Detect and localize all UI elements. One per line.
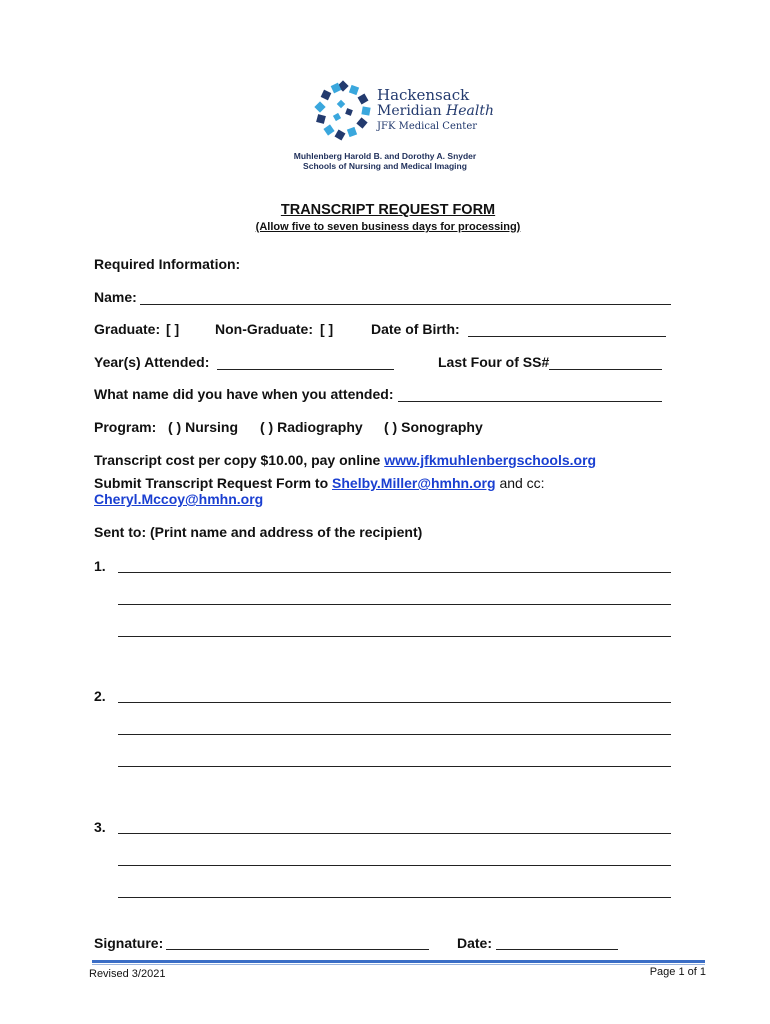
signature-field[interactable]: [166, 949, 429, 950]
signature-label: Signature:: [94, 935, 164, 951]
brand-name-line1: Hackensack: [377, 86, 470, 104]
attended-name-field[interactable]: [398, 401, 662, 402]
submit-line: [94, 475, 545, 491]
dob-label: Date of Birth:: [371, 321, 460, 337]
page-number: Page 1 of 1: [649, 966, 706, 978]
cc-text: and cc:: [499, 475, 545, 491]
ss-field[interactable]: [549, 369, 662, 370]
recipient-1-line-3[interactable]: [118, 636, 671, 637]
recipient-number: 3.: [94, 819, 106, 835]
attended-name-label: What name did you have when you attended:: [94, 386, 394, 402]
graduate-checkbox[interactable]: [ ]: [166, 321, 180, 337]
recipient-number: 2.: [94, 688, 106, 704]
footer-rule-thin: [92, 964, 705, 965]
recipient-1-line-2[interactable]: [118, 604, 671, 605]
recipient-1-line-1[interactable]: [118, 572, 671, 573]
name-label: Name:: [94, 289, 137, 305]
program-label: Program:: [94, 419, 157, 435]
nongraduate-checkbox[interactable]: [ ]: [320, 321, 334, 337]
dob-field[interactable]: [468, 336, 666, 337]
graduate-label: Graduate:: [94, 321, 161, 337]
school-name-line1: Muhlenberg Harold B. and Dorothy A. Snyder: [293, 151, 477, 161]
cost-text: Transcript cost per copy $10.00, pay online: [94, 452, 381, 468]
form-subtitle: (Allow five to seven business days for processing): [255, 221, 521, 233]
recipient-2-line-3[interactable]: [118, 766, 671, 767]
revised-date: Revised 3/2021: [89, 968, 166, 980]
program-option-radiography[interactable]: ( ) Radiography: [260, 419, 363, 435]
submit-email-link[interactable]: Shelby.Miller@hmhn.org: [332, 475, 496, 491]
ss-label: Last Four of SS#: [438, 354, 550, 370]
name-field[interactable]: [140, 304, 671, 305]
brand-name-line2: [377, 103, 494, 119]
footer-rule: [92, 960, 705, 963]
recipient-3-line-1[interactable]: [118, 833, 671, 834]
recipient-3-line-2[interactable]: [118, 865, 671, 866]
nongraduate-label: Non-Graduate:: [215, 321, 313, 337]
recipient-number: 1.: [94, 558, 106, 574]
required-info-label: Required Information:: [94, 256, 241, 272]
cost-line: [94, 452, 596, 468]
recipient-2-line-2[interactable]: [118, 734, 671, 735]
recipient-3-line-3[interactable]: [118, 897, 671, 898]
cc-email-link[interactable]: Cheryl.Mccoy@hmhn.org: [94, 491, 264, 507]
date-field[interactable]: [496, 949, 618, 950]
school-website-link[interactable]: www.jfkmuhlenbergschools.org: [384, 452, 597, 468]
recipient-2-line-1[interactable]: [118, 702, 671, 703]
brand-name-line3: JFK Medical Center: [377, 121, 478, 132]
form-title: TRANSCRIPT REQUEST FORM: [280, 202, 496, 218]
program-option-nursing[interactable]: ( ) Nursing: [168, 419, 238, 435]
cc-email-line: [94, 491, 263, 507]
school-name-line2: Schools of Nursing and Medical Imaging: [303, 161, 467, 171]
brand-health: Health: [446, 103, 495, 119]
years-attended-field[interactable]: [217, 369, 394, 370]
years-attended-label: Year(s) Attended:: [94, 354, 210, 370]
submit-text: Submit Transcript Request Form to: [94, 475, 329, 491]
date-label: Date:: [457, 935, 493, 951]
program-option-sonography[interactable]: ( ) Sonography: [384, 419, 483, 435]
sent-to-label: Sent to: (Print name and address of the recipient): [94, 524, 423, 540]
brand-meridian: Meridian: [377, 103, 442, 119]
